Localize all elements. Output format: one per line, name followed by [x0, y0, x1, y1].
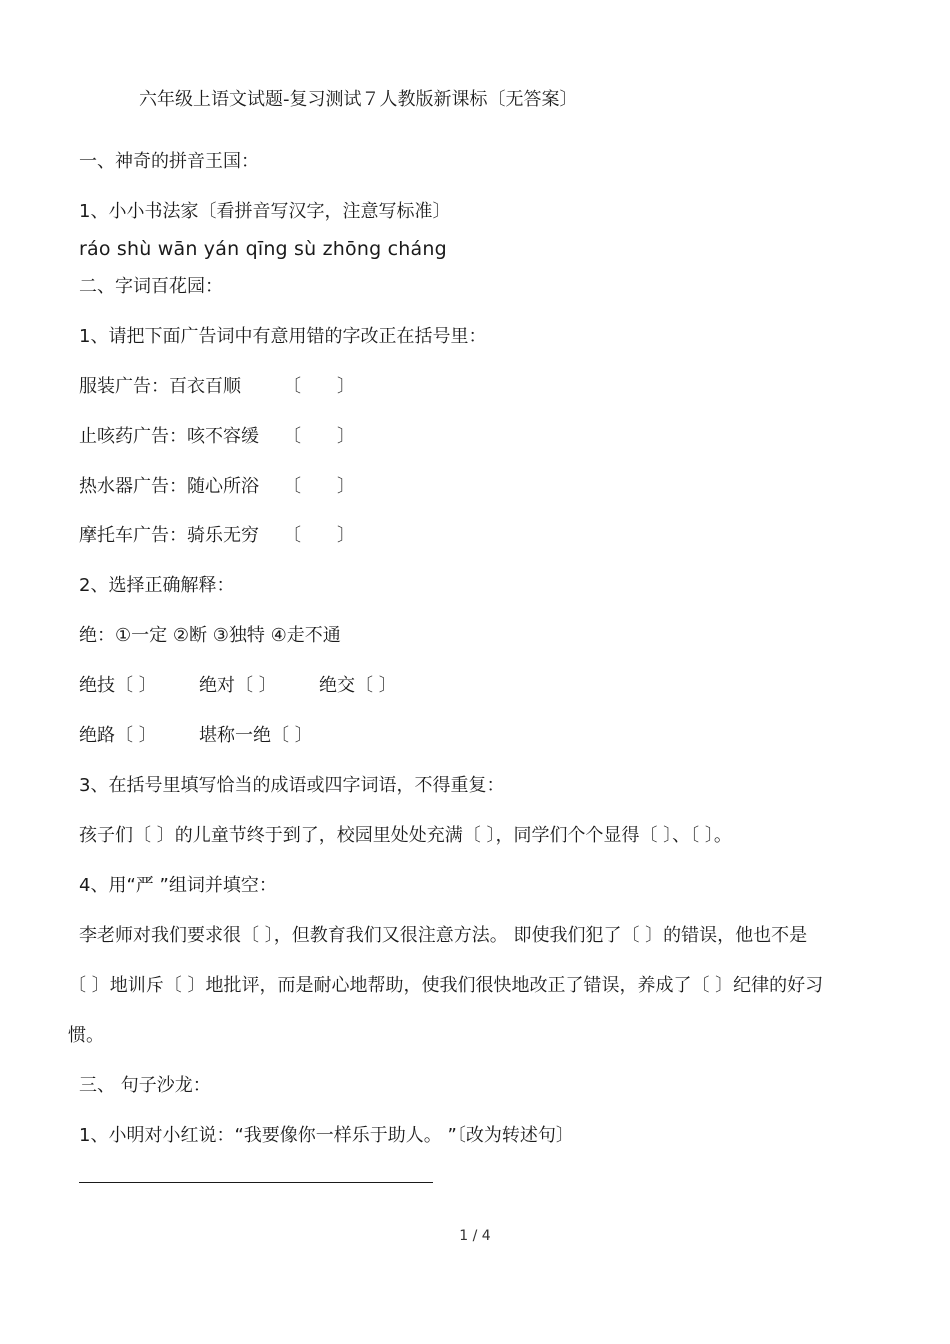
- question-2-3: 3、在括号里填写恰当的成语或四字词语，不得重复：: [79, 775, 505, 796]
- question-2-4-text-line-3: 惯。: [68, 1025, 104, 1046]
- question-2-3-text: 孩子们〔 〕的儿童节终于到了，校园里处处充满〔 〕，同学们个个显得〔 〕、〔 〕。: [79, 825, 732, 846]
- page-number: 1 / 4: [459, 1228, 491, 1244]
- ad-label: 摩托车广告：骑乐无穷: [79, 525, 259, 546]
- choice-item: 绝对〔 〕: [199, 675, 277, 696]
- answer-bracket: 〔 〕: [283, 376, 355, 397]
- definition-options: 绝：①一定 ②断 ③独特 ④走不通: [79, 625, 341, 646]
- section-3-heading: 三、 句子沙龙：: [79, 1075, 211, 1096]
- answer-blank-line: [79, 1182, 433, 1183]
- answer-bracket: 〔 〕: [283, 476, 355, 497]
- section-1-heading: 一、神奇的拼音王国：: [79, 151, 259, 172]
- answer-bracket: 〔 〕: [283, 525, 355, 546]
- ad-row: [79, 375, 355, 399]
- choice-row: [79, 674, 397, 698]
- choice-item: 绝路〔 〕: [79, 725, 157, 746]
- document-title: 六年级上语文试题-复习测试７人教版新课标〔无答案〕: [139, 89, 578, 110]
- question-2-4-text-line-1: 李老师对我们要求很〔 〕，但教育我们又很注意方法。 即使我们犯了〔 〕的错误，他也不是: [79, 925, 808, 946]
- choice-row: [79, 724, 313, 748]
- ad-label: 服装广告：百衣百顺: [79, 376, 241, 397]
- ad-label: 热水器广告：随心所浴: [79, 476, 259, 497]
- question-1-1: 1、小小书法家〔看拼音写汉字，注意写标准〕: [79, 201, 451, 222]
- question-2-4-text-line-2: 〔 〕地训斥〔 〕地批评，而是耐心地帮助，使我们很快地改正了错误，养成了〔 〕纪律的好习: [68, 975, 824, 996]
- question-2-1: 1、请把下面广告词中有意用错的字改正在括号里：: [79, 326, 487, 347]
- answer-bracket: 〔 〕: [283, 426, 355, 447]
- ad-row: [79, 524, 355, 548]
- ad-row: [79, 425, 355, 449]
- choice-item: 绝交〔 〕: [319, 675, 397, 696]
- ad-row: [79, 475, 355, 499]
- section-2-heading: 二、字词百花园：: [79, 276, 223, 297]
- choice-item: 绝技〔 〕: [79, 675, 157, 696]
- question-2-4: 4、用“严 ”组词并填空：: [79, 875, 277, 896]
- ad-label: 止咳药广告：咳不容缓: [79, 426, 259, 447]
- pinyin-line: ráo shù wān yán qīng sù zhōng cháng: [79, 238, 447, 260]
- choice-item: 堪称一绝〔 〕: [199, 725, 313, 746]
- question-2-2: 2、选择正确解释：: [79, 575, 235, 596]
- question-3-1: 1、小明对小红说：“我要像你一样乐于助人。 ”〔改为转述句〕: [79, 1125, 574, 1146]
